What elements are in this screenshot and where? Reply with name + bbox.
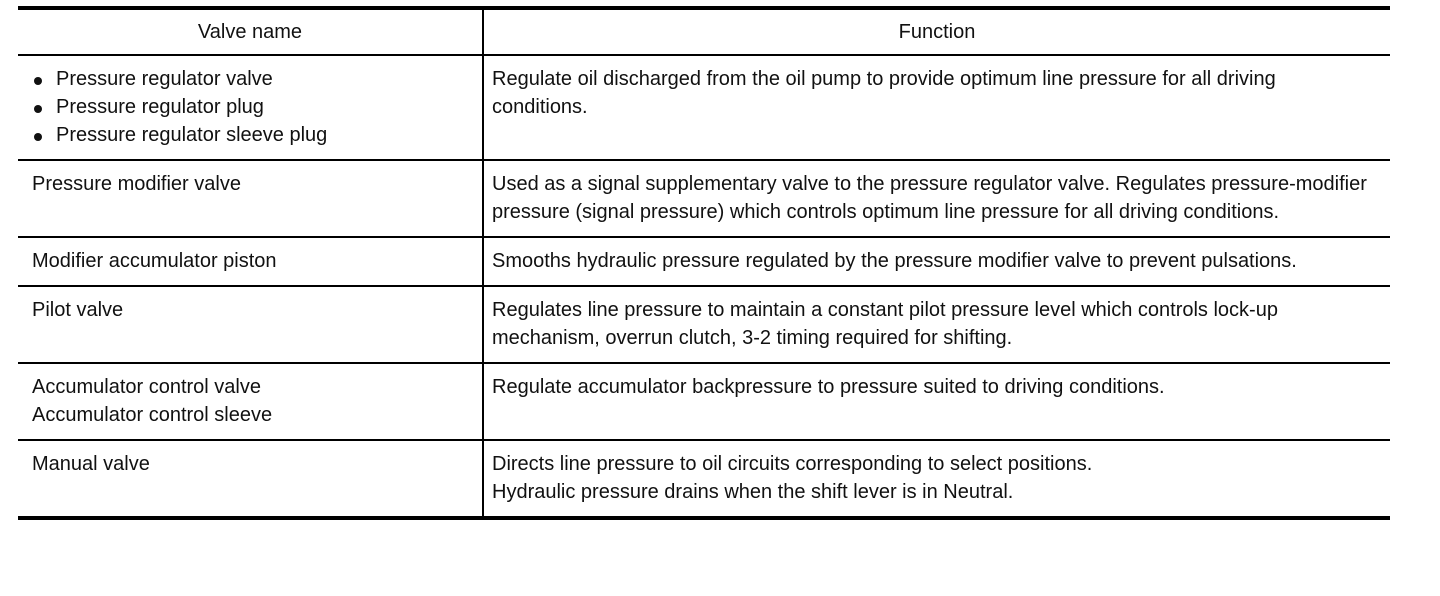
function-cell — [483, 237, 1390, 286]
valve-name-cell — [18, 160, 483, 237]
table-row — [18, 363, 1390, 440]
name-list — [32, 247, 472, 275]
function-text: Directs line pressure to oil circuits corresponding to select positions. — [492, 453, 1093, 475]
function-text: Smooths hydraulic pressure regulated by the pressure modifier valve to prevent pulsations. — [492, 250, 1297, 272]
valve-name-cell — [18, 55, 483, 160]
valve-name: Modifier accumulator piston — [32, 250, 277, 272]
valve-name-cell — [18, 440, 483, 518]
valve-name: Pressure regulator sleeve plug — [32, 121, 472, 149]
valve-name-cell — [18, 237, 483, 286]
table-row — [18, 440, 1390, 518]
valve-name-cell — [18, 363, 483, 440]
valve-name-cell — [18, 286, 483, 363]
valve-name: Accumulator control sleeve — [32, 404, 273, 426]
function-text: Regulate accumulator backpressure to pressure suited to driving conditions. — [492, 376, 1165, 398]
table-row — [18, 237, 1390, 286]
function-cell — [483, 160, 1390, 237]
bulleted-name-list — [32, 65, 472, 149]
function-cell — [483, 55, 1390, 160]
name-list — [32, 373, 472, 429]
function-cell — [483, 286, 1390, 363]
valve-name: Pilot valve — [32, 299, 124, 321]
function-cell — [483, 440, 1390, 518]
function-text: Regulate oil discharged from the oil pump to provide optimum line pressure for all driving conditions. — [492, 68, 1276, 118]
function-cell — [483, 363, 1390, 440]
name-list — [32, 450, 472, 478]
function-text: Regulates line pressure to maintain a constant pilot pressure level which controls lock-up mechanism, overrun clutch, 3-2 timing required for shifting. — [492, 299, 1278, 349]
valve-name: Manual valve — [32, 453, 150, 475]
table-row — [18, 160, 1390, 237]
valve-name: Pressure modifier valve — [32, 173, 241, 195]
valve-name: Accumulator control valve — [32, 376, 261, 398]
table-row — [18, 55, 1390, 160]
valve-function-table — [18, 6, 1390, 520]
table-header — [18, 8, 1390, 55]
name-list — [32, 170, 472, 198]
header-function: Function — [898, 21, 976, 43]
header-valve-name: Valve name — [18, 8, 483, 55]
function-text: Hydraulic pressure drains when the shift lever is in Neutral. — [492, 481, 1014, 503]
valve-name: Pressure regulator valve — [32, 65, 472, 93]
name-list — [32, 296, 472, 324]
table-body — [18, 55, 1390, 518]
valve-name: Pressure regulator plug — [32, 93, 472, 121]
table-row — [18, 286, 1390, 363]
header-row — [18, 8, 1390, 55]
function-text: Used as a signal supplementary valve to the pressure regulator valve. Regulates pressure-modifier pressure (signal pressure) which controls optimum line pressure for all driving conditions. — [492, 173, 1367, 223]
